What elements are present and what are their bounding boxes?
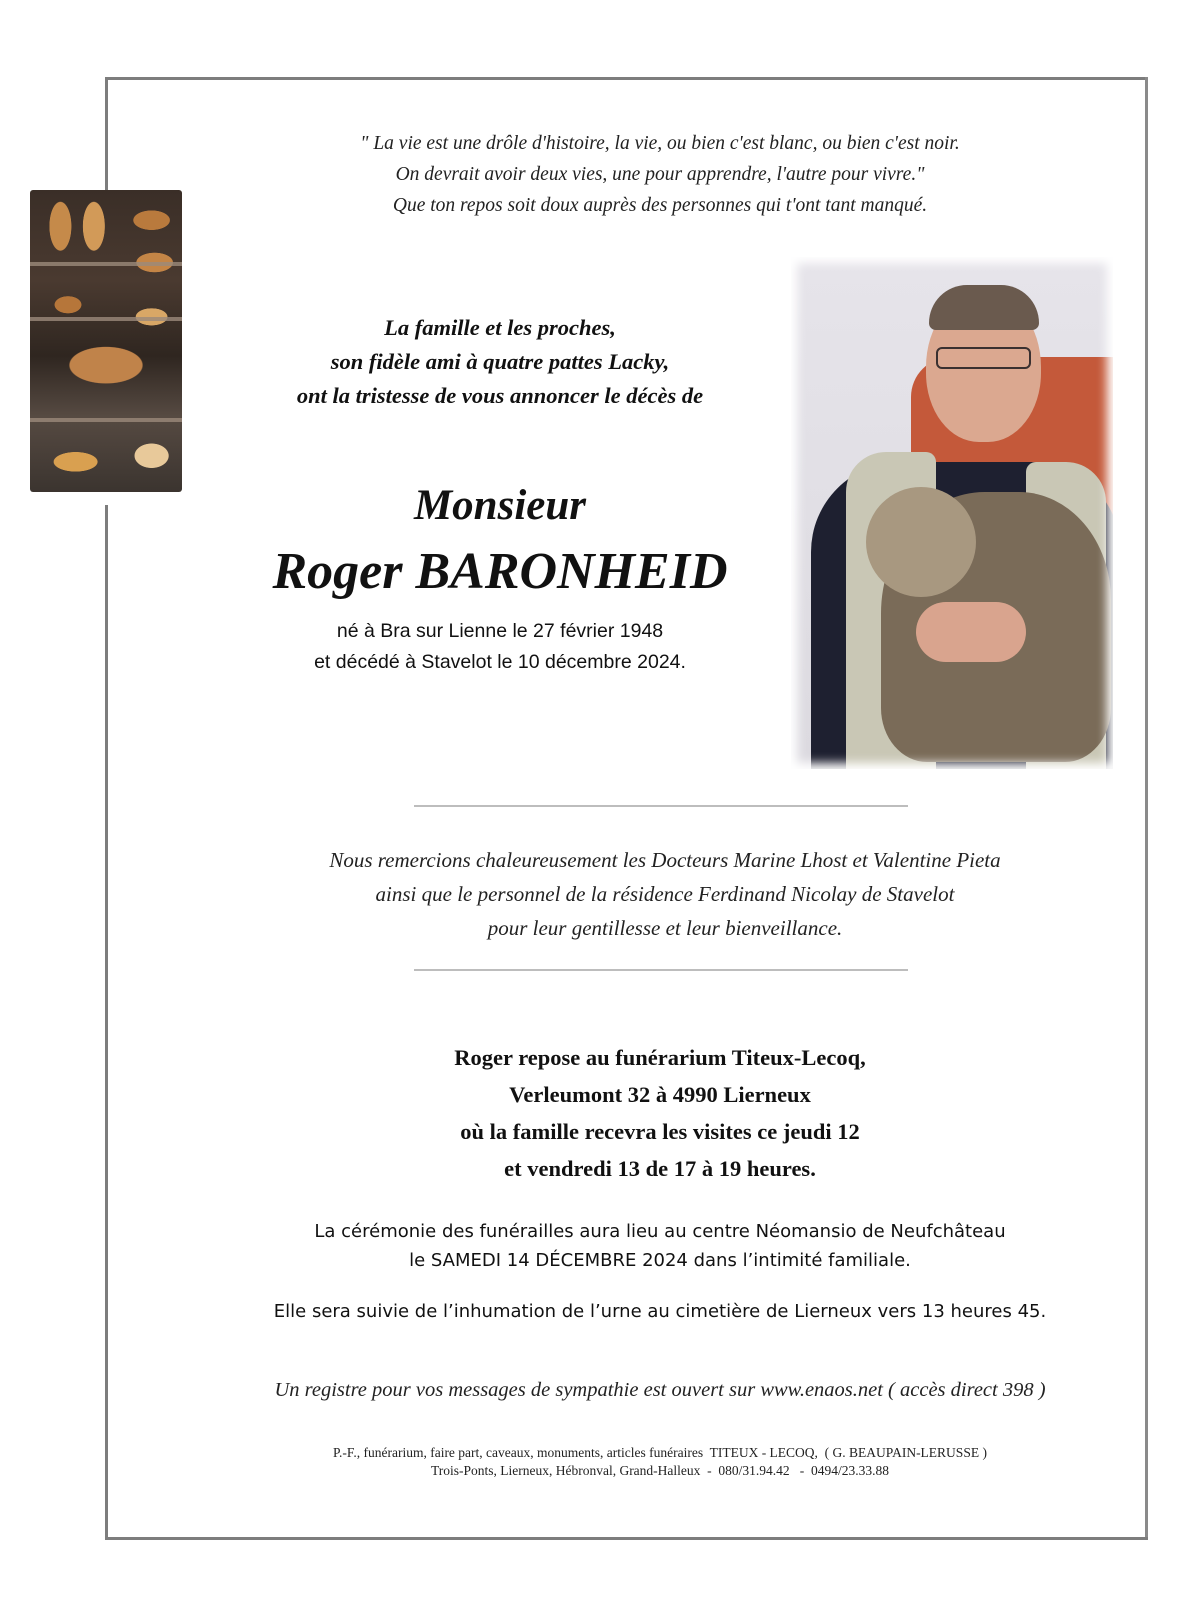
announcement	[230, 311, 770, 413]
visitation-line: et vendredi 13 de 17 à 19 heures.	[504, 1156, 816, 1181]
ceremony-line: le SAMEDI 14 DÉCEMBRE 2024 dans l’intimité familiale.	[409, 1250, 911, 1271]
ceremony-line: La cérémonie des funérailles aura lieu au centre Néomansio de Neufchâteau	[314, 1221, 1006, 1242]
announcement-line: La famille et les proches,	[384, 315, 616, 340]
portrait-vignette	[791, 257, 1113, 769]
visitation-line: Roger repose au funérarium Titeux-Lecoq,	[454, 1045, 866, 1070]
deceased-dates	[240, 616, 760, 678]
opening-quote	[300, 128, 1020, 221]
quote-line: " La vie est une drôle d'histoire, la vie, ou bien c'est blanc, ou bien c'est noir.	[360, 133, 960, 154]
birth-line: né à Bra sur Lienne le 27 février 1948	[336, 620, 664, 642]
frame-border-right	[1145, 77, 1148, 1540]
thanks-line: pour leur gentillesse et leur bienveillance.	[487, 916, 843, 940]
quote-line: Que ton repos soit doux auprès des personnes qui t'ont tant manqué.	[392, 195, 928, 216]
funeral-home-footer	[160, 1444, 1160, 1480]
bakery-shelf	[30, 317, 182, 321]
bakery-photo	[30, 190, 182, 492]
footer-line: P.-F., funérarium, faire part, caveaux, monuments, articles funéraires TITEUX - LECOQ, ( G. BEAUPAIN-LERUSSE )	[333, 1445, 987, 1460]
announcement-line: son fidèle ami à quatre pattes Lacky,	[330, 349, 670, 374]
death-line: et décédé à Stavelot le 10 décembre 2024.	[314, 651, 686, 673]
divider	[414, 969, 908, 971]
thanks-line: Nous remercions chaleureusement les Docteurs Marine Lhost et Valentine Pieta	[329, 848, 1001, 872]
burial-info: Elle sera suivie de l’inhumation de l’urne au cimetière de Lierneux vers 13 heures 45.	[273, 1301, 1047, 1322]
footer-line: Trois-Ponts, Lierneux, Hébronval, Grand-Halleux - 080/31.94.42 - 0494/23.33.88	[430, 1463, 890, 1478]
ceremony-info	[180, 1217, 1140, 1275]
frame-border-left-lower	[105, 505, 108, 1540]
registry-notice: Un registre pour vos messages de sympathie est ouvert sur www.enaos.net ( accès direct 398 )	[274, 1379, 1046, 1401]
quote-line: On devrait avoir deux vies, une pour apprendre, l'autre pour vivre."	[395, 164, 925, 185]
divider	[414, 805, 908, 807]
bakery-photo-image	[30, 190, 182, 492]
frame-border-left-upper	[105, 77, 108, 193]
bakery-shelf	[30, 262, 182, 266]
deceased-name: Roger BARONHEID	[272, 543, 728, 600]
thanks-text	[240, 843, 1090, 945]
thanks-line: ainsi que le personnel de la résidence Ferdinand Nicolay de Stavelot	[375, 882, 955, 906]
deceased-civility: Monsieur	[413, 482, 587, 529]
visitation-line: où la famille recevra les visites ce jeudi 12	[460, 1119, 860, 1144]
visitation-info	[330, 1039, 990, 1187]
announcement-line: ont la tristesse de vous annoncer le décès de	[296, 383, 704, 408]
bakery-shelf	[30, 418, 182, 422]
visitation-line: Verleumont 32 à 4990 Lierneux	[509, 1082, 811, 1107]
frame-border-bottom	[105, 1537, 1148, 1540]
portrait-photo	[791, 257, 1113, 769]
frame-border-top	[105, 77, 1148, 80]
